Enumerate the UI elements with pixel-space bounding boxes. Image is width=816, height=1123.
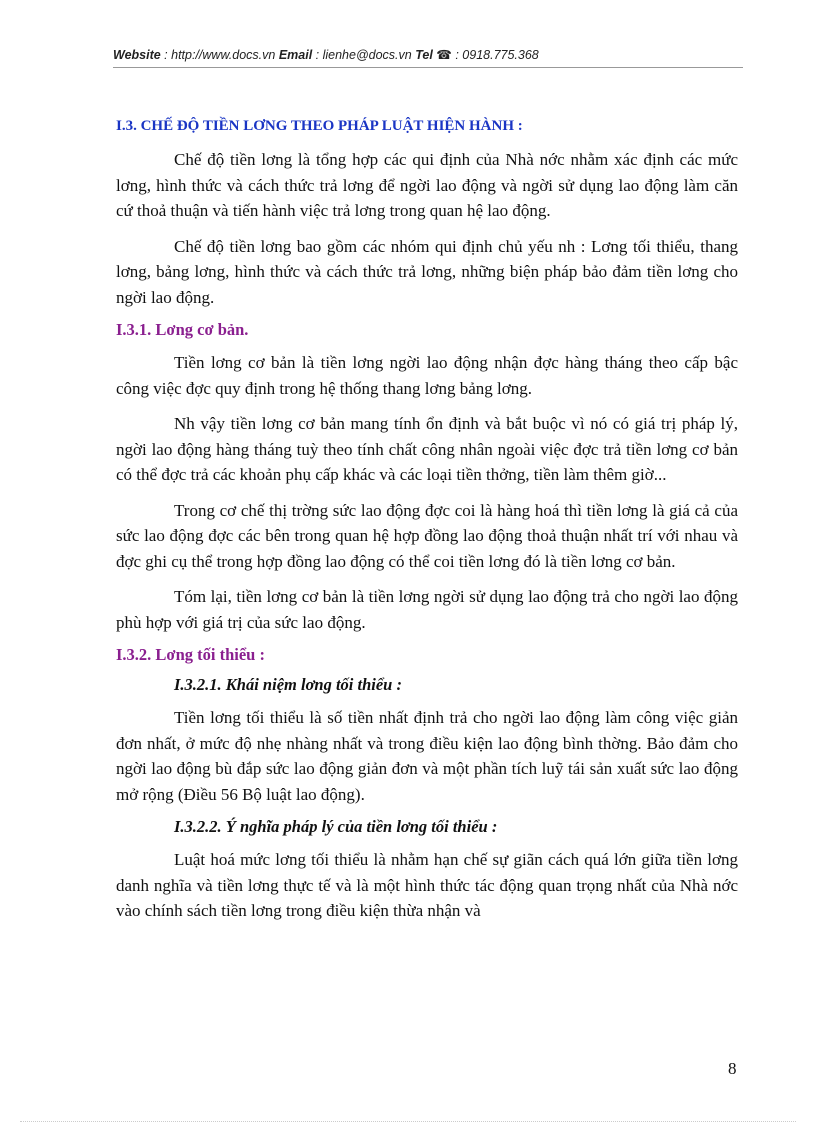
section-1-3-2-heading: I.3.2. Lơng tối thiểu : [116,645,265,664]
section-1-3-1-paragraph-1: Tiền lơng cơ bản là tiền lơng ngời lao động nhận đợc hàng tháng theo cấp bậc công việc đợc quy định trong hệ thống thang lơng bảng lơng. [116,353,738,398]
section-1-3-1-paragraph-4: Tóm lại, tiền lơng cơ bản là tiền lơng ngời sử dụng lao động trả cho ngời lao động phù hợp với giá trị của sức lao động. [116,587,738,632]
email-label: Email [278,48,313,62]
page-header [113,47,743,62]
document-body [116,118,738,934]
phone-icon: ☎ [436,48,452,62]
section-1-3-1-paragraph-2: Nh vậy tiền lơng cơ bản mang tính ổn định và bắt buộc vì nó có giá trị pháp lý, ngời lao động hàng tháng tuỳ theo tính chất công nhân ngoài việc đợc trả tiền lơng cơ bản có thể đợc trả các khoản phụ cấp khác và các loại tiền thởng, tiền làm thêm giờ... [116,414,738,484]
section-1-3-paragraph-1: Chế độ tiền lơng là tổng hợp các qui định của Nhà nớc nhằm xác định các mức lơng, hình thức và cách thức trả lơng để ngời lao động và ngời sử dụng lao động làm căn cứ thoả thuận và tiến hành việc trả lơng trong quan hệ lao động. [116,150,738,220]
section-1-3-2-1-heading: I.3.2.1. Khái niệm lơng tối thiểu : [174,675,402,694]
section-1-3-paragraph-2: Chế độ tiền lơng bao gồm các nhóm qui định chủ yếu nh : Lơng tối thiểu, thang lơng, bảng lơng, hình thức và cách thức trả lơng, những biện pháp bảo đảm tiền lơng cho ngời lao động. [116,236,738,307]
footer-divider [20,1121,796,1122]
header-divider [113,67,743,68]
section-1-3-2-1-paragraph-1: Tiền lơng tối thiểu là số tiền nhất định trả cho ngời lao động làm công việc giản đơn nhất, ở mức độ nhẹ nhàng nhất và trong điều kiện lao động bình thờng. Bảo đảm cho ngời lao động bù đắp sức lao động giản đơn và một phần tích luỹ tái sản xuất sức lao động mở rộng (Điều 56 Bộ luật lao động). [116,708,738,804]
email-link[interactable]: : lienhe@docs.vn [312,48,416,62]
section-1-3-2-2-heading: I.3.2.2. Ý nghĩa pháp lý của tiền lơng tối thiểu : [174,817,498,836]
page-number: 8 [728,1059,737,1078]
section-1-3-2-2-paragraph-1: Luật hoá mức lơng tối thiểu là nhằm hạn chế sự giãn cách quá lớn giữa tiền lơng danh nghĩa và tiền lơng thực tế và là một hình thức tác động quan trọng nhất của Nhà nớc vào chính sách tiền lơng trong điều kiện thừa nhận và [116,850,738,920]
section-1-3-heading: I.3. CHẾ ĐỘ TIỀN LƠNG THEO PHÁP LUẬT HIỆN HÀNH : [116,118,523,134]
website-label: Website [113,48,161,62]
tel-value: : 0918.775.368 [451,48,539,62]
section-1-3-1-heading: I.3.1. Lơng cơ bản. [116,320,249,339]
tel-label: Tel [415,48,433,62]
website-link[interactable]: : http://www.docs.vn [160,48,279,62]
section-1-3-1-paragraph-3: Trong cơ chế thị trờng sức lao động đợc coi là hàng hoá thì tiền lơng là giá cả của sức lao động đợc các bên trong quan hệ hợp đồng lao động thoả thuận nhất trí với nhau và đợc ghi cụ thể trong hợp đồng lao động có thể coi tiền lơng đó là tiền lơng cơ bản. [116,500,738,571]
